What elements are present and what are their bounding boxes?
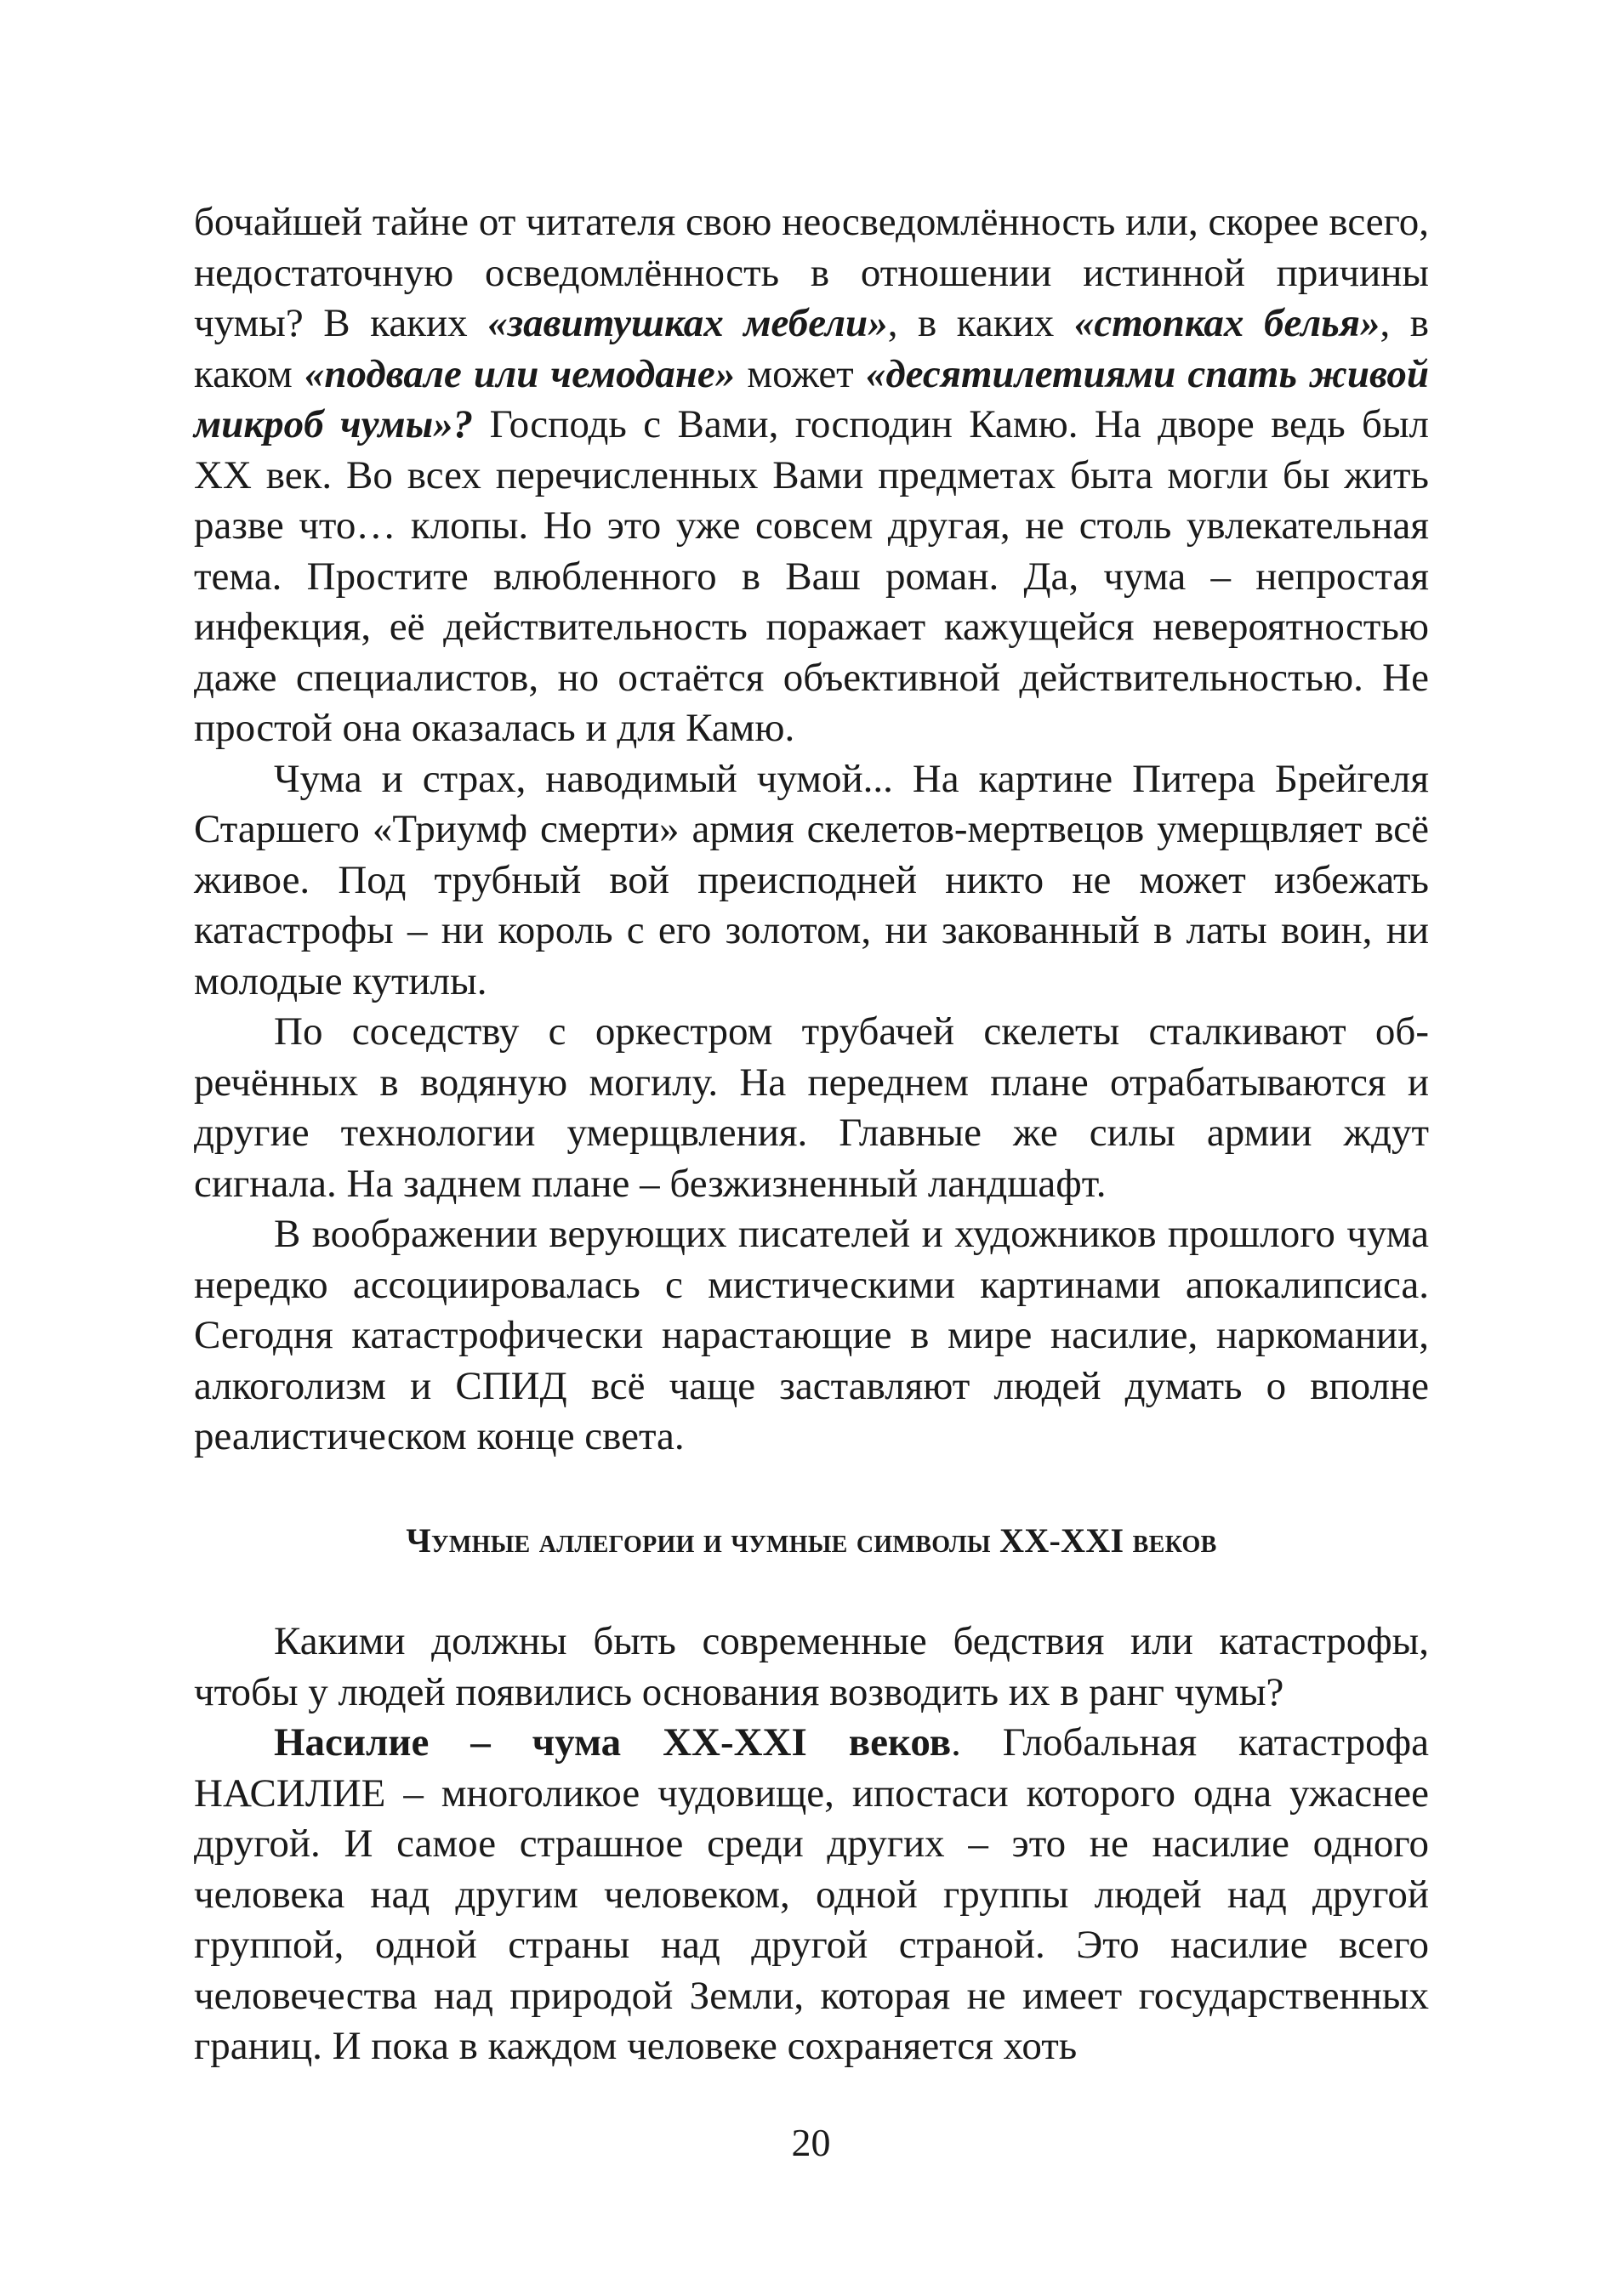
italic-quote: «стопках белья»	[1073, 301, 1380, 345]
page-number: 20	[791, 2121, 831, 2164]
paragraph: бочайшей тайне от читателя свою неосведомлённость или, скорее всего, недостаточную осведомлённость в отношении истинной причины чумы? В каких «завитушках мебели», в каких «стопках белья», в каком «подвале или чемодане» может «десятилетиями спать живой микроб чумы»? Господь с Вами, господин Камю. На дворе ведь был XX век. Во всех перечисленных Вами предметах быта могли бы жить разве что… клопы. Но это уже совсем другая, не столь увлекательная тема. Простите влюбленного в Ваш роман. Да, чума – непростая инфекция, её действительность поражает кажущейся невероятностью даже специалистов, но остаётся объективной действительностью. Не простой она оказалась и для Камю.	[194, 200, 1429, 750]
paragraph: По соседству с оркестром трубачей скелеты сталкивают обречённых в водяную могилу. На переднем плане отрабатываются и другие технологии умерщвления. Главные же силы армии ждут сигнала. На заднем плане – безжизненный ландшафт.	[194, 1009, 1429, 1206]
paragraph: Насилие – чума XX-XXI веков. Глобальная катастрофа НАСИЛИЕ – многоликое чудовище, ипостаси которого одна ужаснее другой. И самое страшное среди других – это не насилие одного человека над другим человеком, одной группы людей над другой группой, одной страны над другой страной. Это насилие всего человечества над природой Земли, которая не имеет государственных границ. И пока в каждом человеке сохраняется хоть	[194, 1720, 1429, 2068]
section-heading: Чумные аллегории и чумные символы XX-XXI веков	[406, 1520, 1217, 1560]
paragraph: Какими должны быть современные бедствия или катастрофы, чтобы у людей появились основания возводить их в ранг чумы?	[194, 1619, 1429, 1714]
text-column	[194, 197, 1429, 2072]
italic-quote: «завитушках мебели»	[487, 301, 888, 345]
bold-lead: Насилие – чума XX-XXI веков	[274, 1720, 952, 1765]
italic-quote: «подвале или чемодане»	[304, 351, 736, 396]
paragraph: В воображении верующих писателей и художников прошлого чума нередко ассоциировалась с мистическими картинами апокалипсиса. Сегодня катастрофически нарастающие в мире насилие, наркомании, алкоголизм и СПИД всё чаще заставляют людей думать о вполне реалистическом конце света.	[194, 1212, 1429, 1458]
italic-quote: «десятилетиями спать живой микроб чумы»?	[194, 351, 1429, 446]
paragraph: Чума и страх, наводимый чумой... На картине Питера Брейгеля Старшего «Триумф смерти» армия скелетов-мертвецов умерщвляет всё живое. Под трубный вой преисподней никто не может избежать катастрофы – ни король с его золотом, ни закованный в латы воин, ни молодые кутилы.	[194, 756, 1429, 1003]
